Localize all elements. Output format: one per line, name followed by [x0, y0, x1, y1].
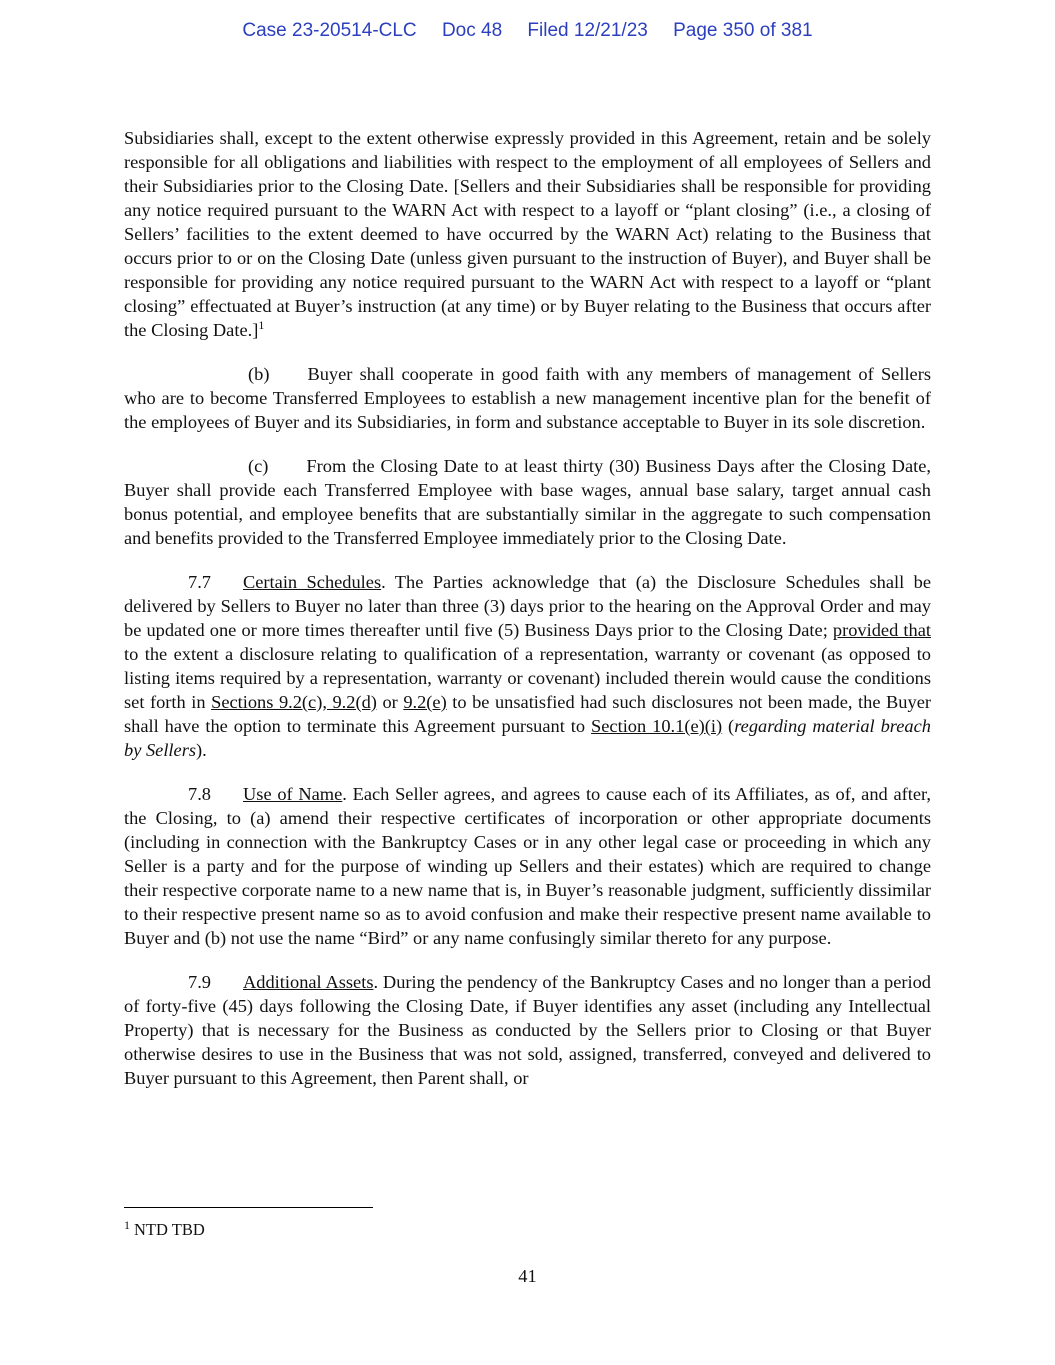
- section-7-9-text: . During the pendency of the Bankruptcy Cases and no longer than a period of forty-five (45) days following the Closing Date, if Buyer identifies any asset (including any Intellectual Property) that is necessary for the Business as conducted by the Sellers prior to Closing or that Buyer otherwise desires to use in the Business that was not sold, assigned, transferred, conveyed and delivered to Buyer pursuant to this Agreement, then Parent shall, or: [124, 972, 931, 1088]
- section-7-8: [124, 782, 931, 950]
- section-7-9: [124, 970, 931, 1090]
- italic-note: regarding material breach by Sellers: [124, 716, 931, 760]
- section-7-7-text: . The Parties acknowledge that (a) the Disclosure Schedules shall be delivered by Sellers to Buyer no later than three (3) days prior to the hearing on the Approval Order and may be updated one or more times thereafter until five (5) Business Days prior to the Closing Date;: [124, 572, 931, 640]
- paragraph-b: [124, 362, 931, 434]
- document-body: [124, 126, 931, 1110]
- section-7-7-title: Certain Schedules: [243, 572, 382, 592]
- footnote-reference: 1: [258, 318, 265, 332]
- paragraph-c: [124, 454, 931, 550]
- section-7-7-text-2: to the extent a disclosure relating to qualification of a representation, warranty or covenant (as opposed to listing items required by a representation, warranty or covenant) included therein would cause the conditions set forth in: [124, 644, 931, 712]
- section-7-8-number: 7.8: [188, 784, 211, 804]
- doc-number: Doc 48: [441, 20, 503, 41]
- section-7-8-text: . Each Seller agrees, and agrees to cause each of its Affiliates, as of, and after, the Closing, to (a) amend their respective certificates of incorporation or other appropriate documents (including in connection with the Bankruptcy Cases or in any other legal case or proceeding in which any Seller is a party and for the purpose of winding up Sellers and their estates) which are required to change their respective corporate name to a new name that is, in Buyer’s reasonable judgment, sufficiently dissimilar to their respective present name so as to avoid confusion and make their respective present name available to Buyer and (b) not use the name “Bird” or any name confusingly similar thereto for any purpose.: [124, 784, 931, 948]
- section-7-9-title: Additional Assets: [243, 972, 374, 992]
- filing-header: [0, 20, 1055, 42]
- footnote: [124, 1220, 205, 1240]
- paragraph-a: [124, 126, 931, 342]
- section-ref-10-1: Section 10.1(e)(i): [591, 716, 723, 736]
- section-7-7-text-3: to be unsatisfied had such disclosures not been made, the Buyer shall have the option to terminate this Agreement pursuant to: [124, 692, 931, 736]
- paragraph-c-text: From the Closing Date to at least thirty (30) Business Days after the Closing Date, Buyer shall provide each Transferred Employee with base wages, annual base salary, target annual cash bonus potential, and employee benefits that are substantially similar in the aggregate to such compensation and benefits provided to the Transferred Employee immediately prior to the Closing Date.: [124, 456, 931, 548]
- paren-close: ).: [196, 740, 207, 760]
- paragraph-b-label: (b): [248, 364, 270, 384]
- section-7-7: [124, 570, 931, 762]
- section-7-7-number: 7.7: [188, 572, 211, 592]
- section-ref-9-2e: 9.2(e): [403, 692, 447, 712]
- paren-open: (: [722, 716, 735, 736]
- paragraph-c-label: (c): [248, 456, 269, 476]
- case-number: Case 23-20514-CLC: [242, 20, 417, 41]
- paragraph-a-text: Subsidiaries shall, except to the extent otherwise expressly provided in this Agreement, retain and be solely responsible for all obligations and liabilities with respect to the employment of all employees of Sellers and their Subsidiaries prior to the Closing Date. [Sellers and their Subsidiaries shall be responsible for providing any notice required pursuant to the WARN Act with respect to a layoff or “plant closing” (i.e., a closing of Sellers’ facilities to the extent deemed to have occurred by the WARN Act) relating to the Business that occurs prior to or on the Closing Date (unless given pursuant to the instruction of Buyer), and Buyer shall be responsible for providing any notice required pursuant to the WARN Act with respect to a layoff or “plant closing” effectuated at Buyer’s instruction (at any time) or by Buyer relating to the Business that occurs after the Closing Date.]: [124, 128, 931, 340]
- or-text: or: [376, 692, 404, 712]
- footnote-text: NTD TBD: [134, 1220, 205, 1239]
- section-ref-9-2: Sections 9.2(c), 9.2(d): [211, 692, 377, 712]
- footnote-number: 1: [124, 1218, 130, 1232]
- provided-that: provided that: [832, 620, 931, 640]
- page-number: 41: [518, 1266, 537, 1286]
- section-7-9-number: 7.9: [188, 972, 211, 992]
- section-7-8-title: Use of Name: [243, 784, 343, 804]
- footnote-separator: [124, 1207, 373, 1208]
- paragraph-b-text: Buyer shall cooperate in good faith with any members of management of Sellers who are to become Transferred Employees to establish a new management incentive plan for the benefit of the employees of Buyer and its Subsidiaries, in form and substance acceptable to Buyer in its sole discretion.: [124, 364, 931, 432]
- page-count: Page 350 of 381: [673, 20, 813, 41]
- filed-date: Filed 12/21/23: [527, 20, 648, 41]
